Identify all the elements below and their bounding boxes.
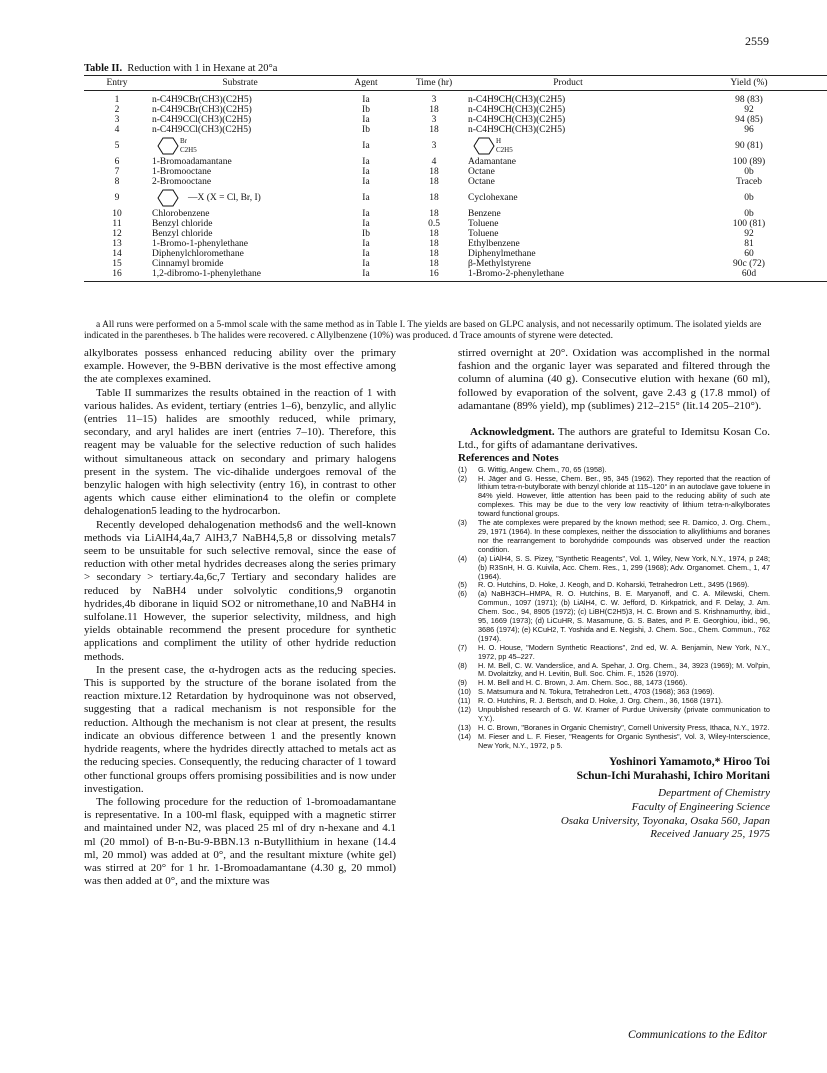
cell-product: n-C4H9CH(CH3)(C2H5) (468, 95, 566, 105)
body-paragraph: alkylborates possess enhanced reducing ability over the primary example. However, the 9-BBN derivative is the most effective among the ate complexes examined. (84, 347, 396, 386)
cell-time: 3 (431, 115, 437, 125)
table-row (84, 229, 827, 239)
cell-yield: 60d (670, 269, 827, 282)
cell-yield: 60 (744, 249, 754, 259)
cell-entry: 15 (112, 259, 122, 269)
cell-agent: Ib (362, 125, 370, 135)
cell-entry: 9 (114, 193, 120, 203)
cell-entry: 11 (112, 219, 122, 229)
cell-agent: Ia (362, 95, 370, 105)
cell-agent: Ia (362, 249, 370, 259)
cell-substrate: 1,2-dibromo-1-phenylethane (150, 269, 330, 282)
cell-substrate: Benzyl chloride (152, 219, 213, 229)
cell-time: 18 (429, 239, 439, 249)
cell-agent: Ia (362, 209, 370, 219)
table-row (84, 105, 827, 115)
cell-substrate (150, 135, 330, 157)
cell-entry: 7 (114, 167, 120, 177)
table-row (84, 259, 827, 269)
cell-entry: 8 (114, 177, 120, 187)
col-header-time: Time (hr) (402, 76, 466, 91)
page-number: 2559 (745, 34, 769, 48)
col-header-entry: Entry (84, 76, 150, 91)
body-paragraph: Recently developed dehalogenation methods6 and the well-known methods via LiAlH4,4a,7 AlH3,7 NaBH4,5,8 or dissolving metals7 seem to be unsuitable for such selective removal, since the ease of reduction with other metal hydrides decreases along the series primary > secondary > tertiary.4a,6c,7 Tertiary and secondary halides are reduced by NaBH4 under solvolytic conditions,9 organotin hydrides,4b diborane in liquid SO2 or nitromethane,10 and NaBH4 in sulfolane.11 However, the superior selectivity, mildness, and high yields obtainable recommend the present procedure for synthetic applications and compliment the utility of other hydride reduction methods. (84, 518, 396, 663)
reference-item (458, 519, 770, 555)
reference-number: (10) (458, 687, 471, 697)
cell-entry: 3 (114, 115, 120, 125)
reference-text: S. Matsumura and N. Tokura, Tetrahedron Lett., 4703 (1968); 363 (1969). (478, 687, 715, 697)
ring-substituent: —X (X = Cl, Br, I) (188, 193, 261, 204)
cell-substrate: 1-Bromo-1-phenylethane (152, 239, 249, 249)
cyclohexane-ring-icon (152, 187, 188, 209)
cell-product: n-C4H9CH(CH3)(C2H5) (468, 115, 566, 125)
author-line: Yoshinori Yamamoto,* Hiroo Toi (608, 755, 770, 768)
cell-agent: Ib (362, 105, 370, 115)
cell-time: 18 (429, 229, 439, 239)
cell-yield: 90c (72) (733, 259, 765, 269)
cell-yield: 92 (744, 229, 754, 239)
cell-product: n-C4H9CH(CH3)(C2H5) (468, 105, 566, 115)
reference-item (458, 555, 770, 582)
cell-product: Toluene (468, 229, 499, 239)
cell-yield: 92 (744, 105, 754, 115)
cell-yield: 0b (744, 167, 754, 177)
cell-time: 3 (431, 95, 437, 105)
cell-agent: Ia (362, 177, 370, 187)
table-row (84, 157, 827, 167)
cell-entry: 5 (114, 141, 120, 151)
cell-product: Adamantane (468, 157, 517, 167)
cell-product: Octane (468, 167, 495, 177)
cell-time: 0.5 (428, 219, 440, 229)
cell-product: 1-Bromo-2-phenylethane (466, 269, 670, 282)
received-date: Received January 25, 1975 (650, 827, 770, 840)
reference-number: (7) (458, 642, 467, 652)
reference-number: (2) (458, 473, 467, 483)
cell-time: 18 (429, 167, 439, 177)
reference-item (458, 733, 770, 751)
acknowledgment-text: The authors are grateful to Idemitsu Kosan Co. Ltd., for gifts of adamantane derivatives. (458, 426, 770, 452)
reference-number: (6) (458, 589, 467, 599)
cell-substrate: Chlorobenzene (152, 209, 210, 219)
cell-time: 16 (402, 269, 466, 282)
table-row (84, 187, 827, 209)
body-paragraph: stirred overnight at 20°. Oxidation was accomplished in the normal fashion and the organic layer was separated and filtered through the column of alumina (40 g). Consecutive elution with hexane (60 ml), followed by evaporation of the solvent, gave 2.43 g (17.8 mmol) of adamantane (89% yield), mp (sublimes) 212–215° (lit.14 205–210°). (458, 347, 770, 412)
cell-agent: Ia (362, 219, 370, 229)
cell-product: Ethylbenzene (468, 239, 520, 249)
reference-number: (13) (458, 722, 471, 732)
acknowledgment-heading: Acknowledgment. (470, 426, 555, 439)
affiliation (458, 786, 770, 828)
table-row (84, 125, 827, 135)
references-heading: References and Notes (458, 452, 559, 465)
reference-text: R. O. Hutchins, D. Hoke, J. Keogh, and D. Koharski, Tetrahedron Lett., 3495 (1969). (478, 580, 750, 590)
cell-substrate: Diphenylchloromethane (152, 249, 244, 259)
cell-yield: 90 (81) (735, 141, 763, 151)
reference-number: (5) (458, 580, 467, 590)
cell-product: Octane (468, 177, 495, 187)
right-column (458, 347, 770, 841)
reference-number: (12) (458, 705, 471, 715)
cell-entry: 4 (114, 125, 120, 135)
acknowledgment (458, 426, 770, 452)
cell-yield: 100 (81) (732, 219, 766, 229)
cell-substrate (150, 187, 330, 209)
table-row (84, 249, 827, 259)
table-row (84, 209, 827, 219)
col-header-product: Product (466, 76, 670, 91)
reference-text: (a) NaBH3CH–HMPA, R. O. Hutchins, B. E. Maryanoff, and C. A. Milewski, Chem. Commun., 1097 (1971); (b) LiAlH4, C. W. Jefford, D. Kirkpatrick, and F. Delay, J. Am. Chem. Soc., 94, 8905 (1972); (c) LiBH(C2H5)3, H. C. Brown and S. Krishnamurthy, ibid., 95, 1669 (1973); (d) LiCuHR, S. Masamune, G. S. Bates, and P. E. Georghiou, ibid., 96, 3686 (1974); (e) KCuH2, T. Yoshida and E. Negishi, J. Chem. Soc., Chem. Commun., 762 (1974). (478, 589, 770, 643)
cell-product: Benzene (468, 209, 501, 219)
cell-agent: Ia (362, 239, 370, 249)
cell-agent: Ia (362, 259, 370, 269)
table-row (84, 91, 827, 106)
reference-text: H. C. Brown, "Boranes in Organic Chemistry", Cornell University Press, Ithaca, N.Y., 1972. (478, 722, 770, 732)
cell-time: 18 (429, 177, 439, 187)
cell-product: Diphenylmethane (468, 249, 536, 259)
cell-yield: 94 (85) (735, 115, 763, 125)
table-row (84, 115, 827, 125)
cell-yield: 96 (744, 125, 754, 135)
cell-yield: 100 (89) (732, 157, 766, 167)
cell-agent: Ia (362, 167, 370, 177)
cell-substrate: 1-Bromooctane (152, 167, 212, 177)
table-header-row (84, 76, 827, 91)
table-caption-text: Reduction with 1 in Hexane at 20°a (127, 63, 278, 74)
cell-substrate: n-C4H9CCl(CH3)(C2H5) (152, 125, 252, 135)
cell-entry: 10 (112, 209, 122, 219)
cell-agent: Ia (362, 115, 370, 125)
col-header-agent: Agent (330, 76, 402, 91)
reference-item (458, 662, 770, 680)
authors (458, 755, 770, 783)
cell-time: 18 (429, 125, 439, 135)
reference-number: (14) (458, 731, 471, 741)
affiliation-line: Faculty of Engineering Science (631, 800, 770, 813)
reference-text: H. Jäger and G. Hesse, Chem. Ber., 95, 345 (1962). They reported that the reaction of lithium tetra-n-butylborate with benzyl chloride at 115–120° in an autoclave gave toluene in 84% yield. However, little attention has been paid to the reducing ability of such ate complexes. This may be due to the very low reactivity of lithium tetra-n-alkylborates toward functional groups. (478, 473, 771, 519)
reference-number: (11) (458, 696, 471, 706)
body-paragraph: In the present case, the α-hydrogen acts as the reducing species. This is supported by the structure of the borane isolated from the reaction mixture.12 Retardation by hydroquinone was not observed, suggesting that a radical mechanism is not responsible for the reduction. Although the mechanism is not clear at present, the results indicate an obvious difference between 1 and the presently known hydride reagents, where the hydrides directly attached to metals act as the reducing species. Consequently, the reducing character of 1 toward other functional groups offers promising possibilities and is now under investigation. (84, 663, 396, 795)
reference-text: Unpublished research of G. W. Kramer of Purdue University (private communication to Y.Y.). (478, 705, 770, 723)
reference-number: (4) (458, 553, 467, 563)
cell-yield: 0b (744, 209, 754, 219)
author-line: Schun-Ichi Murahashi, Ichiro Moritani (576, 769, 770, 782)
cell-yield: Traceb (735, 177, 763, 187)
cell-agent: Ia (330, 269, 402, 282)
cell-product: Toluene (468, 219, 499, 229)
cell-yield: 0b (744, 193, 754, 203)
reference-number: (3) (458, 518, 467, 528)
reference-text: R. O. Hutchins, R. J. Bertsch, and D. Hoke, J. Org. Chem., 36, 1568 (1971). (478, 696, 723, 706)
col-header-yield: Yield (%) (670, 76, 827, 91)
cell-entry: 16 (84, 269, 150, 282)
reference-text: (a) LiAlH4, S. S. Pizey, "Synthetic Reagents", Vol. 1, Wiley, New York, N.Y., 1974, p 248; (b) R3SnH, H. G. Kuivila, Acc. Chem. Res., 1, 299 (1968); Adv. Organomet. Chem., 1, 47 (1964). (478, 553, 770, 581)
reference-number: (8) (458, 660, 467, 670)
cell-yield: 81 (744, 239, 754, 249)
reference-text: H. O. House, "Modern Synthetic Reactions", 2nd ed, W. A. Benjamin, New York, N.Y., 1972, pp 45–227. (478, 642, 770, 661)
body-paragraph: Table II summarizes the results obtained in the reaction of 1 with various halides. As evident, tertiary (entries 1–6), benzylic, and allylic (entries 11–15) halides are smoothly reduced, while primary, secondary, and aryl halides are inert (entries 7–10). Therefore, this reagent may be valuable for the selective reduction of such halides without simultaneous attack on secondary and primary halogens present in the system. The vic-dihalide undergoes removal of the benzylic halogen with high selectivity (entry 16), in contrast to other agents which cause either elimination4 to the olefin or complete dehalogenation5 leading to the hydrocarbon. (84, 386, 396, 518)
table-row (84, 269, 827, 282)
affiliation-line: Osaka University, Toyonaka, Osaka 560, Japan (560, 814, 770, 827)
ring-substituent: H (496, 137, 502, 145)
reference-item (458, 706, 770, 724)
references-list (458, 466, 770, 751)
cell-time: 18 (429, 193, 439, 203)
cell-product: Cyclohexane (468, 193, 518, 203)
cell-entry: 13 (112, 239, 122, 249)
cell-substrate: n-C4H9CBr(CH3)(C2H5) (152, 95, 252, 105)
table-row (84, 239, 827, 249)
cell-entry: 6 (114, 157, 120, 167)
cell-entry: 12 (112, 229, 122, 239)
reference-text: The ate complexes were prepared by the known method; see R. Damico, J. Org. Chem., 29, 1971 (1964). In these complexes, neither the dissociation to alkyllithiums and boranes nor the rearrangement to borohydride compounds was observed under the reaction condition. (478, 518, 770, 554)
reference-number: (9) (458, 678, 467, 688)
reference-text: H. M. Bell, C. W. Vanderslice, and A. Spehar, J. Org. Chem., 34, 3923 (1969); M. Vol'pin, M. Dvolaitzky, and H. Levitin, Bull. Soc. Chim. F., 1526 (1970). (478, 660, 770, 679)
cell-yield: 98 (83) (735, 95, 763, 105)
reference-text: G. Wittig, Angew. Chem., 70, 65 (1958). (478, 464, 607, 474)
left-column (84, 347, 396, 888)
cell-time: 18 (429, 249, 439, 259)
cell-substrate: Cinnamyl bromide (152, 259, 224, 269)
ring-substituent: Br (180, 137, 187, 145)
cell-product: β-Methylstyrene (468, 259, 531, 269)
ring-substituent: C2H5 (496, 146, 513, 154)
col-header-substrate: Substrate (150, 76, 330, 91)
ring-substituent: C2H5 (180, 146, 197, 154)
reduction-table (84, 75, 827, 282)
table-row (84, 177, 827, 187)
cell-substrate: 2-Bromooctane (152, 177, 212, 187)
reference-number: (1) (458, 464, 467, 474)
table-row (84, 135, 827, 157)
reference-item (458, 590, 770, 643)
cell-time: 4 (431, 157, 437, 167)
cell-time: 3 (431, 141, 437, 151)
cell-substrate: 1-Bromoadamantane (152, 157, 232, 167)
affiliation-line: Department of Chemistry (658, 786, 770, 799)
cell-agent: Ib (362, 229, 370, 239)
cell-entry: 1 (114, 95, 120, 105)
table-body (84, 91, 827, 282)
cell-time: 18 (429, 209, 439, 219)
cell-substrate: Benzyl chloride (152, 229, 213, 239)
table-footnote: a All runs were performed on a 5-mmol scale with the same method as in Table I. The yields are based on GLPC analysis, and not necessarily optimum. The isolated yields are indicated in the parentheses. b The halides were recovered. c Allylbenzene (10%) was produced. d Trace amounts of styrene were detected. (84, 320, 762, 341)
cell-time: 18 (429, 259, 439, 269)
cell-agent: Ia (362, 141, 370, 151)
cell-product (466, 135, 670, 157)
table-row (84, 219, 827, 229)
cell-substrate: n-C4H9CBr(CH3)(C2H5) (152, 105, 252, 115)
reference-text: M. Fieser and L. F. Fieser, "Reagents for Organic Synthesis", Vol. 3, Wiley-Interscience, New York, N.Y., 1972, p 5. (478, 731, 770, 750)
reference-item (458, 644, 770, 662)
cell-agent: Ia (362, 193, 370, 203)
section-footer: Communications to the Editor (628, 1029, 767, 1041)
reference-item (458, 475, 770, 520)
cell-entry: 14 (112, 249, 122, 259)
body-paragraph: The following procedure for the reduction of 1-bromoadamantane is representative. In a 100-ml flask, equipped with a magnetic stirrer and maintained under N2, was placed 25 ml of dry n-hexane and 4.1 ml (20 mmol) of B-n-Bu-9-BBN.13 n-Butyllithium in hexane (14.4 ml, 20 mmol) was added at 0°, and the resultant mixture (white gel) was stirred at 20° for 1 hr. 1-Bromoadamantane (4.30 g, 20 mmol) was then added at 0°, and the mixture was (84, 795, 396, 888)
table-caption (84, 63, 277, 74)
table-row (84, 167, 827, 177)
cell-time: 18 (429, 105, 439, 115)
reference-text: H. M. Bell and H. C. Brown, J. Am. Chem. Soc., 88, 1473 (1966). (478, 678, 688, 688)
cell-product: n-C4H9CH(CH3)(C2H5) (468, 125, 566, 135)
cell-entry: 2 (114, 105, 120, 115)
cell-agent: Ia (362, 157, 370, 167)
table-label: Table II. (84, 63, 123, 74)
cell-substrate: n-C4H9CCl(CH3)(C2H5) (152, 115, 252, 125)
